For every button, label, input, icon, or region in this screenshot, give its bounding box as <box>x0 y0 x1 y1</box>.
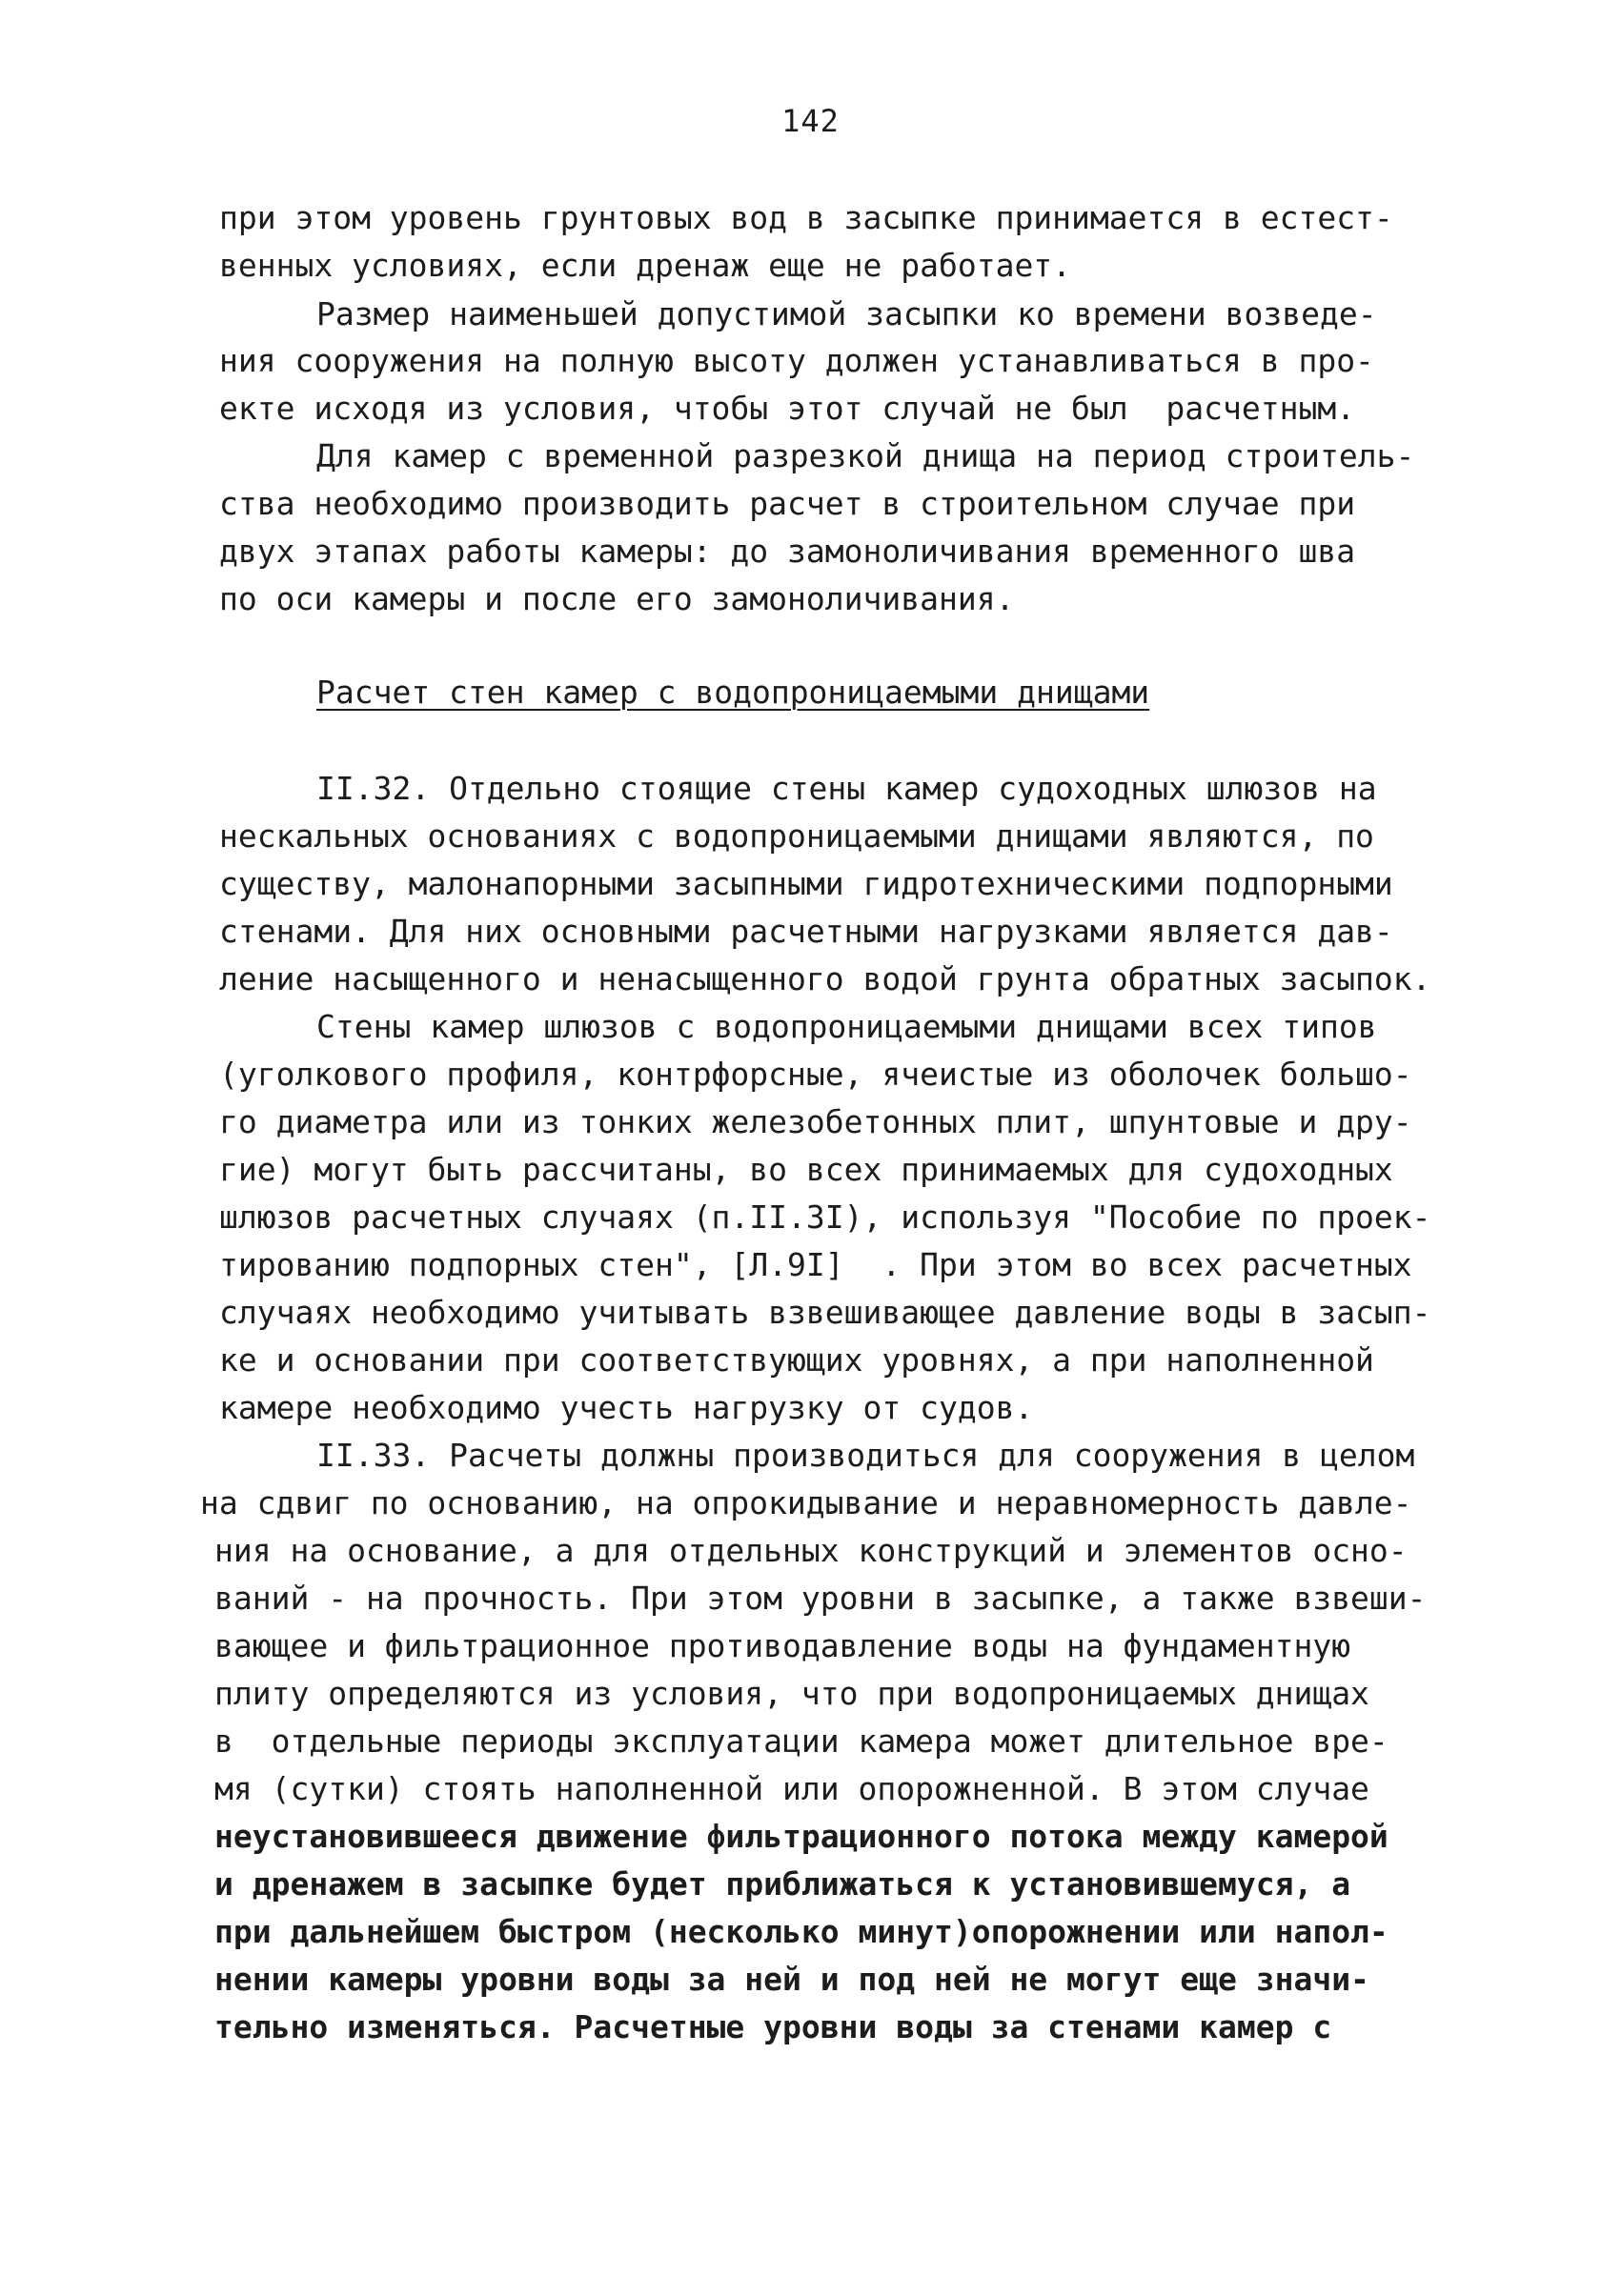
text-line: нении камеры уровни воды за ней и под ней не могут еще значи- <box>214 1961 1369 1998</box>
text-line: шлюзов расчетных случаях (п.II.3I), используя "Пособие по проек- <box>219 1198 1431 1236</box>
text-line: II.33. Расчеты должны производиться для сооружения в целом <box>316 1437 1415 1474</box>
text-line: ния сооружения на полную высоту должен устанавливаться в про- <box>219 342 1374 379</box>
text-line: существу, малонапорными засыпными гидротехническими подпорными <box>219 865 1393 902</box>
text-line: тельно изменяться. Расчетные уровни воды за стенами камер с <box>214 2008 1332 2045</box>
text-line: двух этапах работы камеры: до замоноличивания временного шва <box>219 533 1356 570</box>
text-line: вающее и фильтрационное противодавление воды на фундаментную <box>214 1627 1351 1664</box>
text-line: Для камер с временной разрезкой днища на период строитель- <box>316 437 1415 474</box>
text-line: ление насыщенного и ненасыщенного водой грунта обратных засыпок. <box>219 960 1431 997</box>
text-line: нескальных основаниях с водопроницаемыми днищами являются, по <box>219 817 1374 855</box>
text-line: камере необходимо учесть нагрузку от судов. <box>219 1389 1034 1426</box>
text-line: и дренажем в засыпке будет приближаться к установившемуся, а <box>214 1865 1351 1903</box>
text-line: гие) могут быть рассчитаны, во всех принимаемых для судоходных <box>219 1151 1393 1188</box>
text-line: при этом уровень грунтовых вод в засыпке принимается в естест- <box>219 199 1393 236</box>
page-number: 142 <box>781 103 840 139</box>
text-line: (уголкового профиля, контрфорсные, ячеистые из оболочек большо- <box>219 1056 1412 1093</box>
text-line: на сдвиг по основанию, на опрокидывание и неравномерность давле- <box>200 1484 1412 1521</box>
text-line: Размер наименьшей допустимой засыпки ко времени возведе- <box>316 295 1377 332</box>
text-line: ства необходимо производить расчет в строительном случае при <box>219 485 1356 522</box>
text-line: плиту определяются из условия, что при водопроницаемых днищах <box>214 1675 1369 1712</box>
text-line: ваний - на прочность. При этом уровни в засыпке, а также взвеши- <box>214 1580 1427 1617</box>
text-line: го диаметра или из тонких железобетонных плит, шпунтовые и дру- <box>219 1103 1412 1140</box>
text-line: тированию подпорных стен", [Л.9I] . При этом во всех расчетных <box>219 1246 1412 1283</box>
text-line: случаях необходимо учитывать взвешивающее давление воды в засып- <box>219 1294 1431 1331</box>
section-heading: Расчет стен камер с водопроницаемыми днищами <box>316 674 1150 711</box>
text-line: мя (сутки) стоять наполненной или опорожненной. В этом случае <box>214 1770 1369 1807</box>
text-line: неустановившееся движение фильтрационного потока между камерой <box>214 1818 1388 1855</box>
text-line: при дальнейшем быстром (несколько минут)опорожнении или напол- <box>214 1913 1388 1950</box>
text-line: екте исходя из условия, чтобы этот случай не был расчетным. <box>219 390 1356 427</box>
text-line: венных условиях, если дренаж еще не работает. <box>219 247 1072 284</box>
text-line: Стены камер шлюзов с водопроницаемыми днищами всех типов <box>316 1008 1377 1045</box>
text-line: ке и основании при соответствующих уровнях, а при наполненной <box>219 1341 1374 1379</box>
text-line: стенами. Для них основными расчетными нагрузками является дав- <box>219 913 1393 950</box>
text-line: ния на основание, а для отдельных конструкций и элементов осно- <box>214 1532 1408 1569</box>
text-line: по оси камеры и после его замоноличивания. <box>219 580 1015 617</box>
text-line: в отдельные периоды эксплуатации камера может длительное вре- <box>214 1722 1388 1760</box>
text-line: II.32. Отдельно стоящие стены камер судоходных шлюзов на <box>316 770 1377 807</box>
